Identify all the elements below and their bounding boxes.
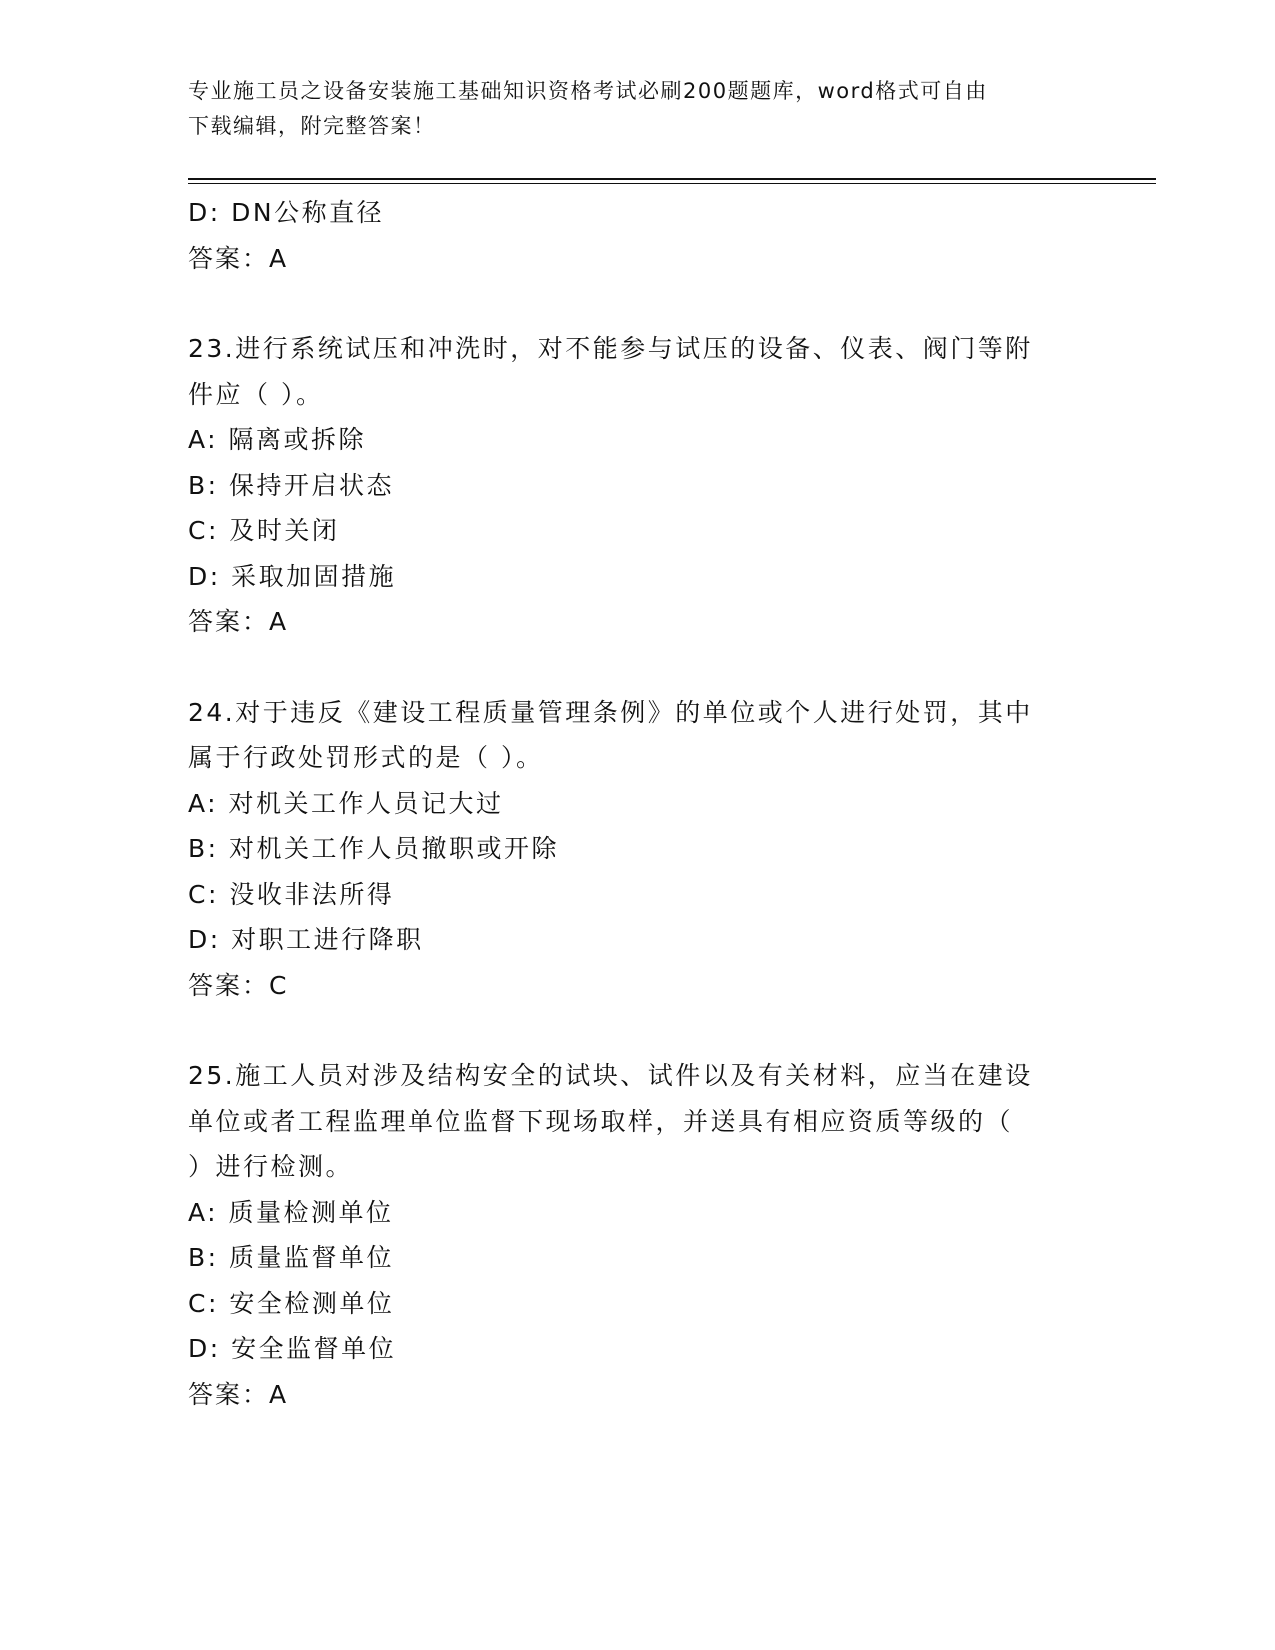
header-rule-thin — [188, 183, 1156, 184]
answer: 答案：A — [188, 607, 289, 636]
option-d: D: 对职工进行降职 — [188, 925, 424, 954]
option-b: B: 保持开启状态 — [188, 470, 395, 500]
header-line-1: 专业施工员之设备安装施工基础知识资格考试必刷200题题库，word格式可自由 — [188, 79, 988, 103]
question-text-line: 属于行政处罚形式的是（ ）。 — [188, 743, 544, 772]
option-d: D: 安全监督单位 — [188, 1334, 397, 1363]
option-c: C: 安全检测单位 — [188, 1288, 395, 1318]
answer: 答案：C — [188, 970, 289, 1000]
header-rule-thick — [188, 178, 1156, 180]
spacer — [188, 645, 1088, 690]
spacer — [188, 281, 1088, 326]
option-d: D: 采取加固措施 — [188, 561, 397, 591]
option-c: C: 没收非法所得 — [188, 879, 395, 909]
option-a: A: 质量检测单位 — [188, 1197, 394, 1227]
question-text-line: ）进行检测。 — [188, 1152, 354, 1181]
document-header — [188, 74, 1068, 144]
option-b: B: 质量监督单位 — [188, 1243, 395, 1272]
prev-answer: 答案：A — [188, 243, 289, 273]
answer: 答案：A — [188, 1379, 289, 1409]
spacer — [188, 1008, 1088, 1053]
option-a: A: 对机关工作人员记大过 — [188, 788, 504, 818]
option-b: B: 对机关工作人员撤职或开除 — [188, 834, 560, 863]
question-text-line: 件应（ ）。 — [188, 379, 324, 409]
question-text-line: 23.进行系统试压和冲洗时，对不能参与试压的设备、仪表、阀门等附 — [188, 334, 1033, 363]
header-line-2: 下载编辑，附完整答案！ — [188, 114, 436, 138]
question-24 — [188, 690, 1088, 1009]
question-text-line: 25.施工人员对涉及结构安全的试块、试件以及有关材料，应当在建设 — [188, 1061, 1033, 1090]
question-text-line: 单位或者工程监理单位监督下现场取样，并送具有相应资质等级的（ — [188, 1106, 1014, 1136]
prev-option-d: D: DN公称直径 — [188, 198, 385, 227]
question-text-line: 24.对于违反《建设工程质量管理条例》的单位或个人进行处罚，其中 — [188, 697, 1033, 727]
question-content — [188, 190, 1088, 1417]
option-a: A: 隔离或拆除 — [188, 425, 367, 454]
option-c: C: 及时关闭 — [188, 516, 340, 545]
question-23 — [188, 326, 1088, 645]
question-25 — [188, 1053, 1088, 1417]
